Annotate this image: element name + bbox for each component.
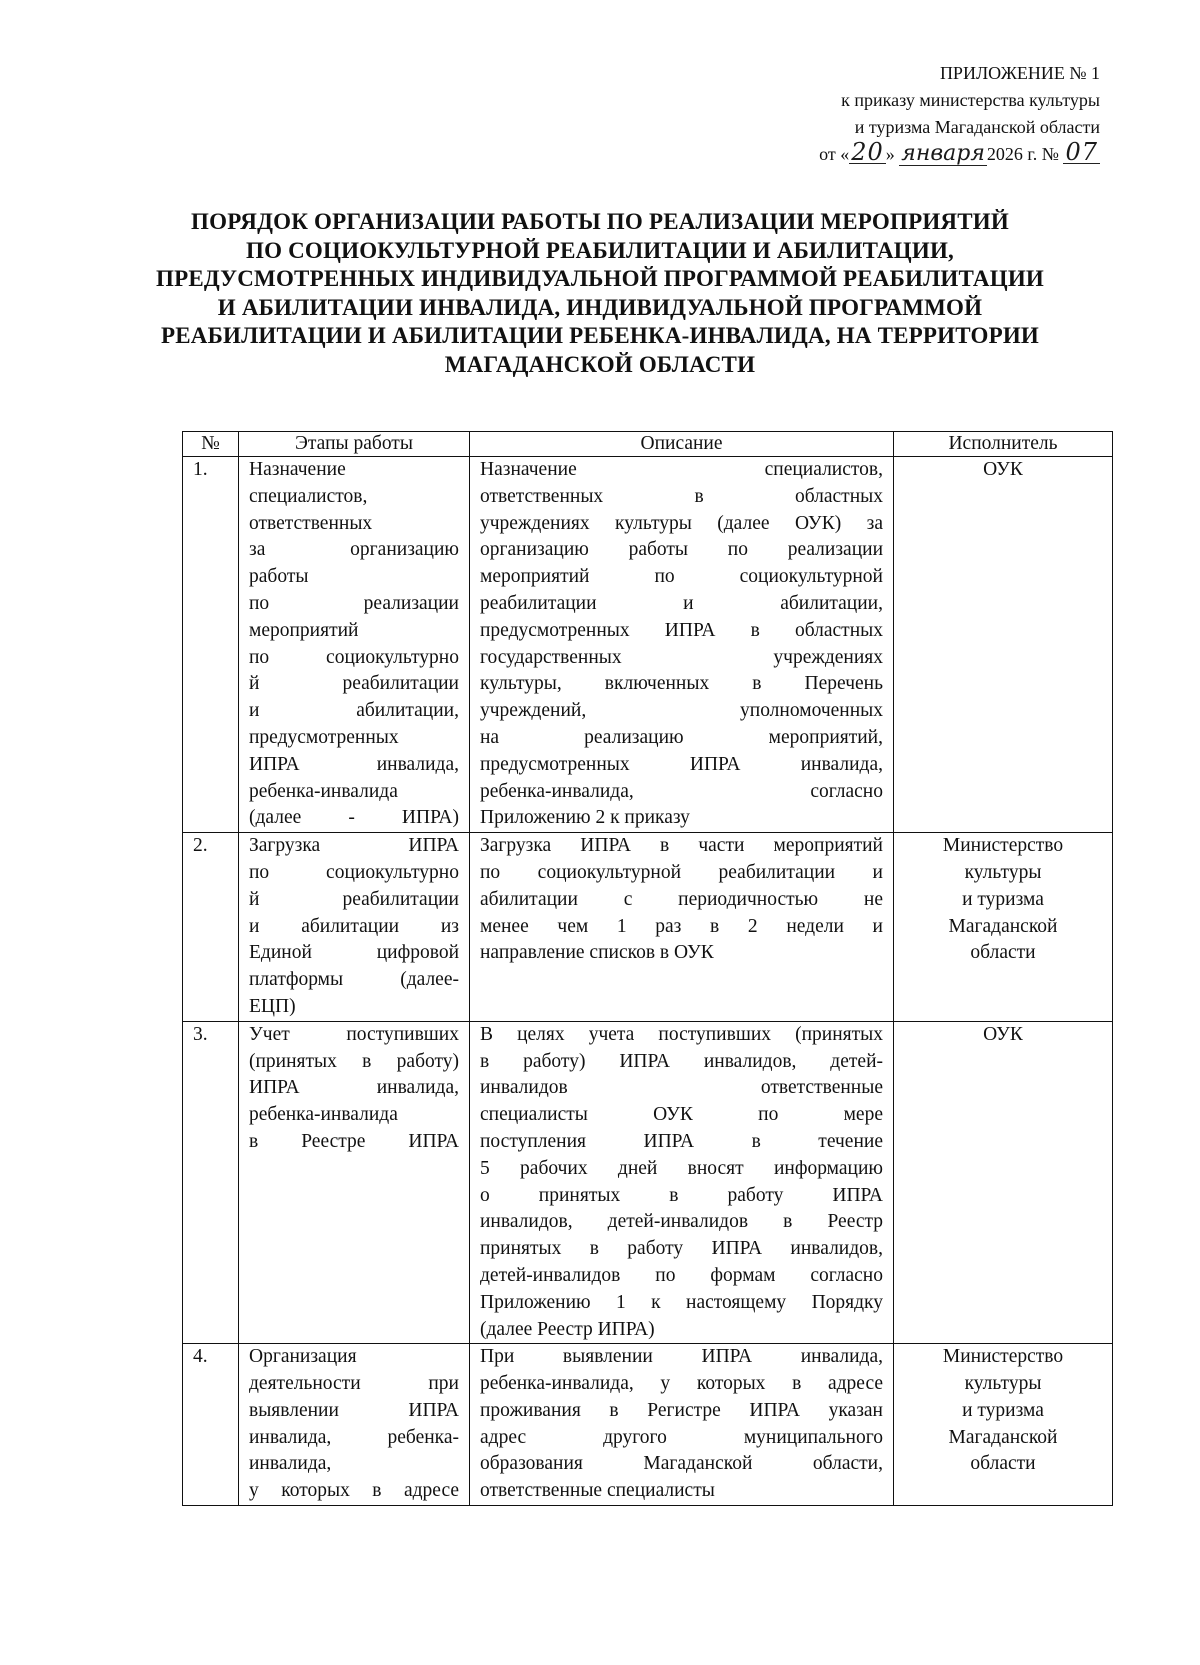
description-line: на реализацию мероприятий, <box>480 726 883 748</box>
description-line: Загрузка ИПРА в части мероприятий <box>480 835 883 857</box>
title-line: И АБИЛИТАЦИИ ИНВАЛИДА, ИНДИВИДУАЛЬНОЙ ПРОГРАММОЙ <box>217 294 983 320</box>
description-line: ребенка-инвалида, согласно <box>480 780 883 802</box>
stage-line: ЕЦП) <box>249 995 296 1017</box>
stage-line: ИПРА инвалида, <box>249 1077 459 1099</box>
description-line: ребенка-инвалида, у которых в адресе <box>480 1373 883 1395</box>
description-line: принятых в работу ИПРА инвалидов, <box>480 1238 883 1260</box>
description-line: адрес другого муниципального <box>480 1426 883 1448</box>
table-row <box>183 457 1113 833</box>
title-line: РЕАБИЛИТАЦИИ И АБИЛИТАЦИИ РЕБЕНКА-ИНВАЛИДА, НА ТЕРРИТОРИИ <box>160 323 1040 348</box>
description-line: учреждениях культуры (далее ОУК) за <box>480 512 883 534</box>
row-stage <box>239 833 470 1022</box>
executor-line: области <box>970 1453 1036 1475</box>
row-description <box>470 457 894 833</box>
executor-line: Магаданской <box>948 1426 1058 1448</box>
row-description <box>470 1344 894 1506</box>
description-line: предусмотренных ИПРА в областных <box>480 619 883 641</box>
description-line: менее чем 1 раз в 2 недели и <box>480 915 883 937</box>
executor-line: ОУК <box>983 459 1023 480</box>
stages-table <box>182 431 1113 1506</box>
description-line: о принятых в работу ИПРА <box>480 1184 883 1206</box>
table-row <box>183 833 1113 1022</box>
stage-line: по реализации <box>249 592 459 614</box>
executor-line: культуры <box>964 1373 1042 1395</box>
table-row <box>183 1021 1113 1344</box>
table-header-row <box>183 432 1113 457</box>
table-body <box>183 457 1113 1506</box>
stage-line: мероприятий <box>249 619 359 641</box>
description-line: 5 рабочих дней вносят информацию <box>480 1157 883 1179</box>
order-mid: » <box>885 144 895 164</box>
stage-line: в Реестре ИПРА <box>249 1130 459 1152</box>
stage-line: Учет поступивших <box>249 1023 459 1045</box>
description-line: предусмотренных ИПРА инвалида, <box>480 753 883 775</box>
stage-line: платформы (далее- <box>249 969 459 991</box>
description-line: мероприятий по социокультурной <box>480 566 883 588</box>
description-line: ответственные специалисты <box>480 1480 715 1502</box>
description-line: по социокультурной реабилитации и <box>480 861 883 883</box>
executor-line: области <box>970 942 1036 964</box>
row-number: 4. <box>183 1344 239 1506</box>
description-line: Назначение специалистов, <box>480 459 883 480</box>
description-line: специалисты ОУК по мере <box>480 1104 883 1126</box>
description-line: проживания в Регистре ИПРА указан <box>480 1399 883 1421</box>
stage-line: у которых в адресе <box>249 1480 459 1502</box>
order-year: 2026 г. № <box>986 144 1059 164</box>
document-title <box>100 208 1100 379</box>
executor-line: Магаданской <box>948 915 1058 937</box>
appendix-number: ПРИЛОЖЕНИЕ № 1 <box>939 63 1100 83</box>
stage-line: по социокультурно <box>249 646 459 668</box>
executor-line: и туризма <box>962 888 1044 910</box>
stage-line: по социокультурно <box>249 861 459 883</box>
stage-line: и абилитации из <box>249 915 459 937</box>
appendix-order-ref: к приказу министерства культуры <box>841 90 1100 110</box>
row-description <box>470 1021 894 1344</box>
stage-line: инвалида, <box>249 1453 332 1475</box>
executor-line: Министерство <box>942 835 1064 857</box>
stage-line: ребенка-инвалида <box>249 780 398 802</box>
executor-line: и туризма <box>962 1399 1044 1421</box>
stage-line: инвалида, ребенка- <box>249 1426 459 1448</box>
stage-line: за организацию <box>249 539 459 561</box>
title-line: МАГАДАНСКОЙ ОБЛАСТИ <box>444 351 756 377</box>
stage-line: ответственных <box>249 512 373 534</box>
stage-line: и абилитации, <box>249 700 459 722</box>
stage-line: й реабилитации <box>249 888 459 910</box>
executor-line: культуры <box>964 861 1042 883</box>
order-date-line <box>819 138 1100 168</box>
stage-line: предусмотренных <box>249 726 399 748</box>
header-executor: Исполнитель <box>894 432 1113 457</box>
stage-line: Единой цифровой <box>249 942 459 964</box>
description-line: организацию работы по реализации <box>480 539 883 561</box>
executor-line: Министерство <box>942 1346 1064 1368</box>
title-line: ПОРЯДОК ОРГАНИЗАЦИИ РАБОТЫ ПО РЕАЛИЗАЦИИ МЕРОПРИЯТИЙ <box>191 209 1009 234</box>
title-line: ПРЕДУСМОТРЕННЫХ ИНДИВИДУАЛЬНОЙ ПРОГРАММОЙ РЕАБИЛИТАЦИИ <box>155 266 1044 291</box>
row-executor <box>894 833 1113 1022</box>
order-number-handwritten: 07 <box>1065 138 1098 166</box>
row-number: 1. <box>183 457 239 833</box>
stage-line: специалистов, <box>249 485 368 507</box>
header-description: Описание <box>470 432 894 457</box>
order-prefix: от « <box>819 144 850 164</box>
row-number: 3. <box>183 1021 239 1344</box>
stage-line: й реабилитации <box>249 673 459 695</box>
appendix-ministry: и туризма Магаданской области <box>854 117 1100 137</box>
description-line: культуры, включенных в Перечень <box>480 673 883 695</box>
table-row <box>183 1344 1113 1506</box>
description-line: поступления ИПРА в течение <box>480 1130 883 1152</box>
row-stage <box>239 1021 470 1344</box>
order-month-handwritten: января <box>901 141 985 166</box>
order-day-handwritten: 20 <box>851 138 884 166</box>
stage-line: Загрузка ИПРА <box>249 835 459 857</box>
row-executor <box>894 1344 1113 1506</box>
row-executor <box>894 1021 1113 1344</box>
row-number: 2. <box>183 833 239 1022</box>
description-line: ответственных в областных <box>480 485 883 507</box>
stage-line: Организация <box>249 1346 357 1368</box>
row-stage <box>239 1344 470 1506</box>
executor-line: ОУК <box>983 1023 1023 1045</box>
row-executor <box>894 457 1113 833</box>
stage-line: (принятых в работу) <box>249 1050 459 1072</box>
appendix-header <box>819 60 1100 168</box>
description-line: При выявлении ИПРА инвалида, <box>480 1346 883 1368</box>
description-line: абилитации с периодичностью не <box>480 888 883 910</box>
stage-line: ребенка-инвалида <box>249 1104 398 1126</box>
stage-line: (далее - ИПРА) <box>249 807 459 829</box>
description-line: детей-инвалидов по формам согласно <box>480 1264 883 1286</box>
description-line: реабилитации и абилитации, <box>480 592 883 614</box>
stage-line: выявлении ИПРА <box>249 1399 459 1421</box>
description-line: (далее Реестр ИПРА) <box>480 1318 655 1340</box>
description-line: инвалидов, детей-инвалидов в Реестр <box>480 1211 883 1233</box>
description-line: В целях учета поступивших (принятых <box>480 1023 883 1045</box>
description-line: учреждений, уполномоченных <box>480 700 883 722</box>
description-line: образования Магаданской области, <box>480 1453 883 1475</box>
description-line: направление списков в ОУК <box>480 942 714 964</box>
row-description <box>470 833 894 1022</box>
description-line: в работу) ИПРА инвалидов, детей- <box>480 1050 883 1072</box>
header-stages: Этапы работы <box>239 432 470 457</box>
description-line: государственных учреждениях <box>480 646 883 668</box>
description-line: инвалидов ответственные <box>480 1077 883 1099</box>
stage-line: Назначение <box>249 459 346 480</box>
stage-line: ИПРА инвалида, <box>249 753 459 775</box>
header-number: № <box>183 432 239 457</box>
stage-line: деятельности при <box>249 1373 459 1395</box>
description-line: Приложению 2 к приказу <box>480 807 690 829</box>
description-line: Приложению 1 к настоящему Порядку <box>480 1291 883 1313</box>
stage-line: работы <box>249 566 309 588</box>
title-line: ПО СОЦИОКУЛЬТУРНОЙ РЕАБИЛИТАЦИИ И АБИЛИТАЦИИ, <box>245 237 955 263</box>
row-stage <box>239 457 470 833</box>
